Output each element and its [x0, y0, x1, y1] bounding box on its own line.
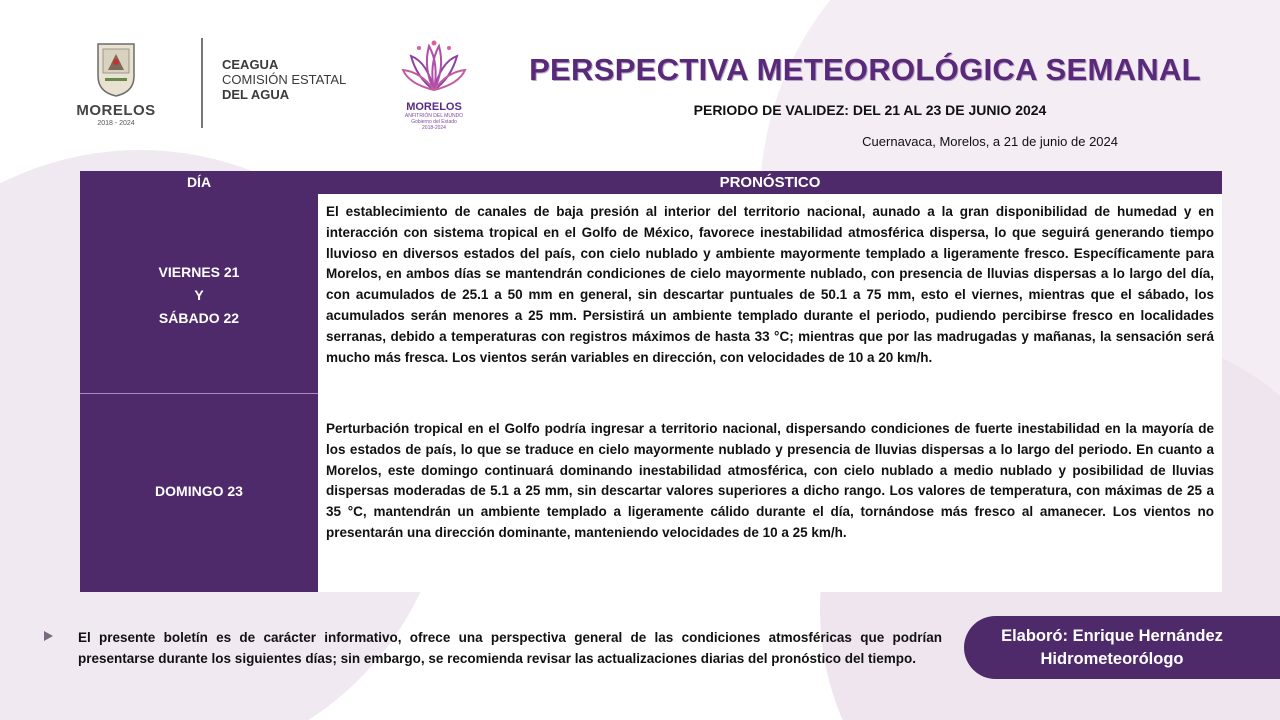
- author-role: Hidrometeorólogo: [1040, 650, 1184, 668]
- logo-flower-tagline: ANFITRIÓN DEL MUNDO: [404, 113, 464, 119]
- author-badge: [964, 616, 1280, 679]
- morelos-anfitrion-logo: [396, 38, 472, 130]
- ceagua-line2: COMISIÓN ESTATAL: [222, 72, 347, 87]
- day-label: DOMINGO 23: [155, 483, 243, 499]
- coat-of-arms-icon: [94, 40, 138, 98]
- logo-flower-name: MORELOS: [406, 101, 462, 113]
- day-label: VIERNES 21: [158, 264, 240, 280]
- page-title: PERSPECTIVA METEOROLÓGICA SEMANAL: [529, 52, 1201, 87]
- day-label: Y: [194, 287, 204, 303]
- day-cell-1: [80, 261, 318, 330]
- day-column: [80, 171, 318, 592]
- forecast-cell-1: [318, 194, 1222, 393]
- header-divider: [201, 38, 203, 128]
- forecast-cell-2: [318, 393, 1222, 592]
- ceagua-line3: DEL AGUA: [222, 87, 290, 102]
- disclaimer-note: El presente boletín es de carácter informativo, ofrece una perspectiva general de las condiciones atmosféricas que podrían presentarse durante los siguientes días; sin embargo, se recomienda revisar las actualizaciones diarias del pronóstico del tiempo.: [78, 630, 942, 666]
- logo-morelos-years: 2018 - 2024: [97, 120, 135, 127]
- forecast-text: Perturbación tropical en el Golfo podría ingresar a territorio nacional, dispersando condiciones de fuerte inestabilidad en la mayoría de los estados de país, lo que se traduce en cielo mayormente nublado y presencia de lluvias dispersas a lo largo del periodo. En cuanto a Morelos, este domingo continuará dominando inestabilidad atmosférica, con cielo nublado a medio nublado y posibilidad de lluvias dispersas moderadas de 5.1 a 25 mm, sin descartar valores superiores a dicho rango. Los valores de temperatura, con máximas de 25 a 35 °C, mantendrán un ambiente templado a ligeramente cálido durante el día, tornándose más fresco al amanecer. Los vientos no presentarán una dirección dominante, manteniendo velocidades de 10 a 25 km/h.: [326, 421, 1214, 540]
- logo-flower-sub1: Gobierno del Estado: [411, 119, 457, 125]
- validity-period: PERIODO DE VALIDEZ: DEL 21 AL 23 DE JUNIO 2024: [693, 102, 1047, 118]
- bullet-arrow-icon: [44, 631, 53, 641]
- morelos-logo: [76, 40, 156, 130]
- ceagua-logo: [222, 57, 346, 102]
- header-forecast: PRONÓSTICO: [318, 171, 1222, 194]
- header-day: DÍA: [186, 174, 212, 190]
- logo-flower-sub2: 2018-2024: [422, 125, 446, 131]
- place-date: Cuernavaca, Morelos, a 21 de junio de 2024: [862, 134, 1118, 149]
- author-name: Elaboró: Enrique Hernández: [1001, 627, 1223, 645]
- day-cell-2: [80, 483, 318, 499]
- ceagua-line1: CEAGUA: [222, 57, 279, 72]
- logo-morelos-name: MORELOS: [76, 102, 156, 119]
- flower-icon: [399, 38, 469, 96]
- row-separator: [80, 393, 318, 394]
- forecast-table: [80, 171, 1222, 592]
- day-label: SÁBADO 22: [158, 310, 240, 326]
- forecast-text: El establecimiento de canales de baja presión al interior del territorio nacional, aunado a la gran disponibilidad de humedad y en interacción con sistema tropical en el Golfo de México, favorece inestabilidad atmosférica dispersa, lo que seguirá generando tiempo lluvioso en diversos estados del país, con cielo nublado y ambiente mayormente templado a ligeramente fresco. Específicamente para Morelos, en ambos días se mantendrán condiciones de cielo mayormente nublado, con presencia de lluvias dispersas a lo largo del día, con acumulados de 25.1 a 50 mm en general, sin descartar puntuales de 50.1 a 75 mm, esto el viernes, mientras que el sábado, los acumulados serán menores a 25 mm. Persistirá un ambiente templado durante el periodo, pudiendo percibirse fresco en localidades serranas, debido a temperaturas con registros máximos de hasta 33 °C; mientras que por las madrugadas y mañanas, la sensación será mucho más fresca. Los vientos serán variables en dirección, con velocidades de 10 a 20 km/h.: [326, 204, 1214, 365]
